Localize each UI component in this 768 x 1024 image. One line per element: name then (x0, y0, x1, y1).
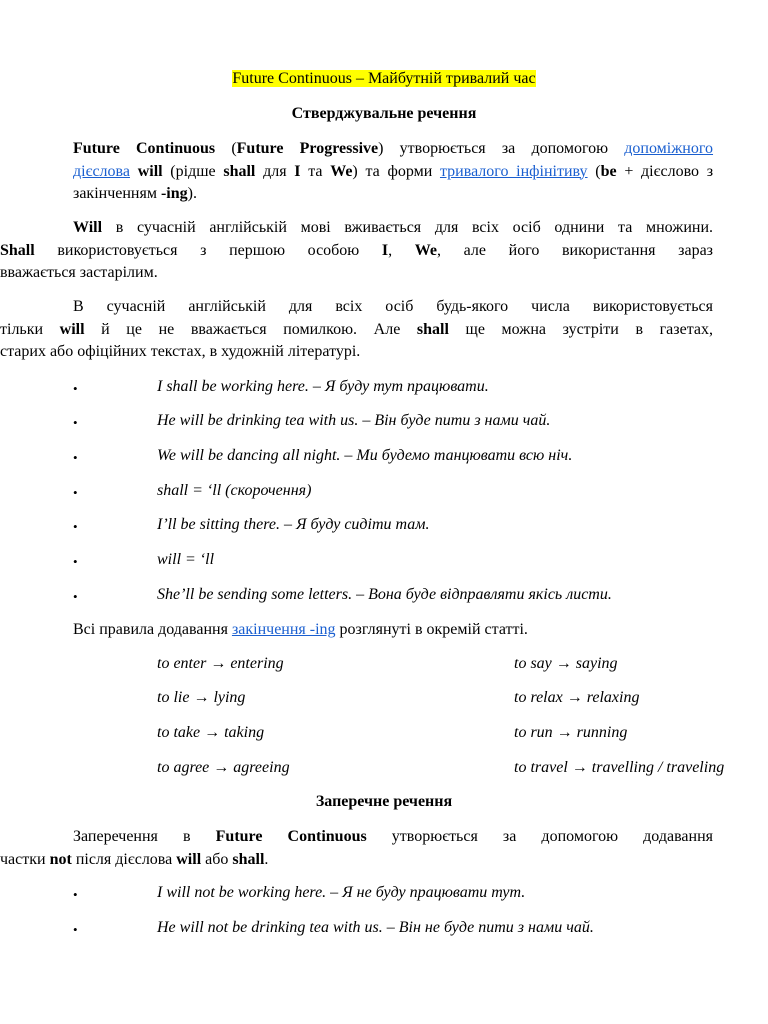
paragraph-negative: Заперечення в Future Continuous утворюється за допомогою додавання частки not після дієслова will або shall. (0, 828, 714, 868)
list-item: We will be dancing all night. – Ми будемо танцювати всю ніч. (157, 447, 573, 464)
negative-heading: Заперечне речення (315, 793, 453, 810)
list-item: She’ll be sending some letters. – Вона буде відправляти якісь листи. (157, 586, 612, 603)
bullet-icon: • (73, 450, 78, 465)
example-left: to agree → agreeing (157, 759, 290, 776)
bullet-icon: • (73, 922, 78, 937)
link-ing-ending[interactable]: закінчення -ing (231, 621, 336, 638)
paragraph-modern-usage: В сучасній англійській для всіх осіб будь-якого числа використовується тільки will й це не вважається помилкою. Але shall ще можна зустріти в газетах, старих або офіційних текстах, в художній літературі. (0, 298, 713, 360)
bullet-icon: • (73, 485, 78, 500)
bullet-icon: • (73, 381, 78, 396)
list-item: I will not be working here. – Я не буду працювати тут. (157, 884, 526, 901)
list-item: shall = ‘ll (скорочення) (157, 482, 312, 499)
example-left: to lie → lying (157, 689, 246, 706)
example-right: to relax → relaxing (514, 689, 640, 706)
example-right: to travel → travelling / traveling (514, 759, 725, 776)
example-right: to say → saying (514, 655, 618, 672)
paragraph-will-shall: Will в сучасній англійській мові вживається для всіх осіб однини та множини. Shall використовується з першою особою I, We, але його використання зараз вважається застарілим. (0, 219, 714, 281)
ing-rule-sentence: Всі правила додавання закінчення -ing розглянуті в окремій статті. (73, 621, 528, 638)
link-auxiliary[interactable]: допоміжного (624, 140, 714, 157)
bullet-icon: • (73, 519, 78, 534)
bullet-icon: • (73, 415, 78, 430)
bullet-icon: • (73, 589, 78, 604)
bullet-icon: • (73, 554, 78, 569)
list-item: I’ll be sitting there. – Я буду сидіти там. (157, 516, 430, 533)
example-left: to enter → entering (157, 655, 284, 672)
document-title: Future Continuous – Майбутній тривалий час (232, 70, 536, 87)
example-right: to run → running (514, 724, 628, 741)
list-item: I shall be working here. – Я буду тут працювати. (157, 378, 489, 395)
link-verb[interactable]: дієслова (73, 162, 130, 180)
example-left: to take → taking (157, 724, 265, 741)
list-item: He will not be drinking tea with us. – Він не буде пити з нами чай. (157, 919, 594, 936)
bullet-icon: • (73, 887, 78, 902)
paragraph-intro: Future Continuous (Future Progressive) утворюється за допомогою допоміжного дієслова will (рідше shall для I та We) та форми тривалого інфінітиву (be + дієслово з закінченням -ing). (73, 140, 714, 202)
affirmative-heading: Стверджувальне речення (291, 105, 477, 122)
link-continuous-infinitive[interactable]: тривалого інфінітиву (439, 162, 588, 180)
list-item: will = ‘ll (157, 551, 215, 568)
list-item: He will be drinking tea with us. – Він буде пити з нами чай. (157, 412, 551, 429)
